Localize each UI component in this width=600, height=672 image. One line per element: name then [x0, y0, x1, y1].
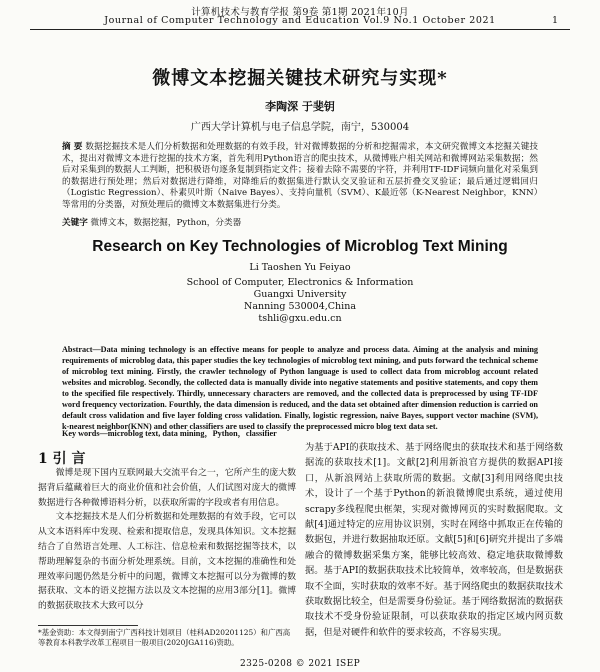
abstract-cn-text: 数据挖掘技术是人们分析数据和处理数据的有效手段，针对微博数据的分析和挖掘需求，本文研究微博文本挖掘关键技术，提出对微博文本进行挖掘的技术方案，首先利用Python语言的爬虫技术，从微博账户相关网站和微博网站采集数据；然后对采集到的数据人工判断，把积极语句逐条复制到指定文件；接着去除不需要的字符，并利用TF-IDF词频向量化对采集到的数据进行预处理；然后对数据进行降维，对降维后的数据集进行默认交叉验证和五层折叠交叉验证；最后通过逻辑回归（Logistic Regression）、朴素贝叶斯（Naive Bayes）、支持向量机（SVM）、K最近邻（K-Nearest Neighbor，KNN）等常用的分类器，对预处理后的微博文本数据集进行分类。	[62, 142, 539, 210]
funding-footnote: *基金资助：本文得到南宁广西科技计划项目（桂科AD20201125）和广西高等教育本科教学改革工程项目一般项目(2020JGA116)资助。	[38, 628, 291, 647]
header-rule	[30, 29, 570, 30]
abstract-en-label: Abstract—	[62, 345, 101, 354]
paper-title-en: Research on Key Technologies of Microblog Text Mining	[92, 238, 508, 255]
page-number: 1	[551, 15, 558, 26]
affiliation-en-line: Guangxi University	[253, 289, 347, 300]
issn-footer: 2325-0208 © 2021 ISEP	[239, 659, 361, 669]
keywords-en-text: microblog text, data mining，Python，classifier	[107, 429, 277, 438]
authors-cn: 李陶深 于斐钥	[265, 100, 335, 113]
keywords-cn-label: 关键字	[62, 218, 88, 228]
affiliation-en-email: tshli@gxu.edu.cn	[258, 313, 342, 324]
authors-en: Li Taoshen Yu Feiyao	[249, 262, 351, 273]
footnote-rule	[38, 625, 138, 626]
keywords-cn-text: 微博文本，数据挖掘，Python，分类器	[90, 218, 242, 228]
affiliation-en	[0, 277, 600, 325]
abstract-cn	[62, 142, 538, 212]
paper-title-cn: 微博文本挖掘关键技术研究与实现*	[152, 68, 448, 89]
body-column-right	[305, 440, 563, 640]
affiliation-en-line: Nanning 530004,China	[244, 301, 356, 312]
affiliation-en-line: School of Computer, Electronics & Information	[186, 277, 414, 288]
abstract-en-text: Data mining technology is an effective means for people to analyze and process data. Aiming at the analysis and mining requirements of microblog data, this paper studies the key technologies of microblog text mining, and puts forward the technical scheme of microblog text mining. Firstly, the crawler technology of Python language is used to collect data from microblog account related websites and microblog. Secondly, the collected data is manually divide into negative statements and positive statements, and copy them to the specified file respectively. Thirdly, unnecessary characters are removed, and the collected data is preprocessed by using TF-IDF word frequency vectorization. Fourthly, the data dimension is reduced, and the data set obtained after dimension reduction is carried on default cross validation and five layer folding cross validation. Finally, logistic regression, naive Bayes, support vector machine (SVM), k-nearest neighbor(KNN) and other classifiers are used to classify the preprocessed micro blog text data set.	[62, 345, 538, 431]
body-paragraph: 微博是现下国内互联网最大交流平台之一，它所产生的庞大数据背后蕴藏着巨大的商业价值和社会价值，人们试图对庞大的微博数据进行各种微博语料分析，以获取所需的字段或者有用信息。	[38, 468, 296, 508]
keywords-en	[62, 428, 538, 440]
affiliation-cn: 广西大学计算机与电子信息学院，南宁，530004	[190, 122, 410, 133]
journal-header-cn: 计算机技术与教育学报 第9卷 第1期 2021年10月	[191, 7, 409, 18]
abstract-cn-label: 摘 要	[62, 142, 83, 152]
section-heading: 1 引 言	[38, 451, 86, 467]
keywords-cn	[62, 218, 538, 230]
body-paragraph: 文本挖掘技术是人们分析数据和处理数据的有效手段，它可以从文本语料库中发现、检索和提取信息，发现具体知识。文本挖掘结合了自然语言处理、人工标注、信息检索和数据挖掘等技术，以帮助理解复杂的书面分析处理系统。目前，文本挖掘的准确性和处理效率问题仍然是分析中的问题，微博文本挖掘可以分为微博的数据获取、文本的语义挖掘方法以及文本挖掘的应用3部分[1]。微博的数据获取技术大致可以分	[38, 512, 296, 612]
journal-header-en: Journal of Computer Technology and Education Vol.9 No.1 October 2021	[104, 15, 496, 26]
keywords-en-label: Key words—	[62, 429, 108, 438]
body-column-left	[38, 466, 296, 614]
abstract-en	[62, 344, 538, 432]
body-paragraph: 为基于API的获取技术、基于网络爬虫的获取技术和基于网络数据流的获取技术[1]。文献[2]利用新浪官方提供的数据API接口，从新浪网站上获取所需的数据。文献[3]利用网络爬虫技术，设计了一个基于Python的新浪微博爬虫系统，通过使用scrapy多线程爬虫框架，实现对微博网页的实时数据爬取。文献[4]通过特定的应用协议识别，实时在网络中抓取正在传输的数据包，并进行数据抽取还原。文献[5]和[6]研究并提出了多端融合的微博数据采集方案，能够比较高效、稳定地获取微博数据。基于API的数据获取技术比较简单，效率较高，但是数据获取不全面，实时获取的效率不好。基于网络爬虫的数据获取技术获取数据比较全，但是需要身份验证。基于网络数据流的数据获取技术不受身份验证限制，可以获取获取的指定区域内网页数据，但是对硬件和软件的要求较高，不容易实现。	[305, 442, 563, 638]
